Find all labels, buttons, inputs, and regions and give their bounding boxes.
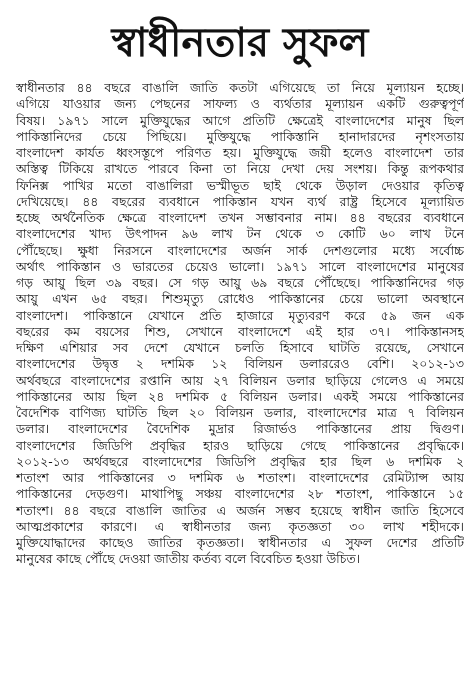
- article-line: দেখিয়েছে। ৪৪ বছরের ব্যবধানে পাকিস্তান যখন ব্যর্থ রাষ্ট্র হিসেবে মূল্যায়িত: [16, 193, 464, 209]
- article-line: এগিয়ে যাওয়ার জন্য পেছনের সাফল্য ও ব্যর্থতার মূল্যায়ন একটি গুরুত্বপূর্ণ: [16, 96, 464, 112]
- article-line: পাকিস্তানের দেড়গুণ। মাথাপিছু সঞ্চয় বাংলাদেশের ২৮ শতাংশ, পাকিস্তানে ১৫: [16, 486, 464, 502]
- article-line: অর্থাৎ পাকিস্তান ও ভারতের চেয়েও ভালো। ১৯৭১ সালে বাংলাদেশের মানুষের: [16, 258, 464, 274]
- article-line: পাকিস্তানের আয় ছিল ২৪ দশমিক ৫ বিলিয়ন ডলার। একই সময়ে পাকিস্তানের: [16, 388, 464, 404]
- article-line: বাংলাদেশ। পাকিস্তানে যেখানে প্রতি হাজারে মৃত্যুবরণ করে ৫৯ জন এক: [16, 307, 464, 323]
- article-line: শতাংশ আর পাকিস্তানের ৩ দশমিক ৬ শতাংশ। বাংলাদেশের রেমিট্যান্স আয়: [16, 470, 464, 485]
- article-body: [16, 80, 464, 568]
- article-line: বাংলাদেশের উদ্বৃত্ত ২ দশমিক ১২ বিলিয়ন ডলাররেও বেশি। ২০১২-১৩: [16, 356, 464, 372]
- article-line: হচ্ছে অর্থনৈতিক ক্ষেত্রে বাংলাদেশ তখন সম্ভাবনার নাম। ৪৪ বছরের ব্যবধানে: [16, 210, 464, 225]
- article-line: দক্ষিণ এশিয়ার সব দেশে যেখানে চলতি হিসাবে ঘাটতি রয়েছে, সেখানে: [16, 340, 464, 355]
- article-line: বাংলাদেশের জিডিপি প্রবৃদ্ধির হারও ছাড়িয়ে গেছে পাকিস্তানের প্রবৃদ্ধিকে।: [16, 437, 464, 453]
- article-line: ফিনিক্স পাখির মতো বাঙালিরা ভস্মীভূত ছাই থেকে উড়াল দেওয়ার কৃতিত্ব: [16, 177, 464, 193]
- article-line: পাকিস্তানিদের চেয়ে পিছিয়ে। মুক্তিযুদ্ধে পাকিস্তানি হানাদারদের নৃশংসতায়: [16, 128, 464, 144]
- article-line: বিষয়। ১৯৭১ সালে মুক্তিযুদ্ধের আগে প্রতিটি ক্ষেত্রেই বাংলাদেশের মানুষ ছিল: [16, 112, 464, 128]
- article-line: আত্মপ্রকাশের কারণে। এ স্বাধীনতার জন্য কৃতজ্ঞতা ৩০ লাখ শহীদকে।: [16, 518, 464, 534]
- article-line: বৈদেশিক বাণিজ্য ঘাটতি ছিল ২০ বিলিয়ন ডলার, বাংলাদেশের মাত্র ৭ বিলিয়ন: [16, 405, 464, 420]
- article-line: অর্থবছরে বাংলাদেশের রপ্তানি আয় ২৭ বিলিয়ন ডলার ছাড়িয়ে গেলেও এ সময়ে: [16, 372, 464, 388]
- article-line: আয়ু এখন ৬৫ বছর। শিশুমৃত্যু রোধেও পাকিস্তানের চেয়ে ভালো অবস্থানে: [16, 291, 464, 307]
- article-line: গড় আয়ু ছিল ৩৯ বছর। সে গড় আয়ু ৬৯ বছরে পৌঁছেছে। পাকিস্তানিদের গড়: [16, 275, 464, 290]
- article-line: বছরের কম বয়সের শিশু, সেখানে বাংলাদেশে এই হার ৩৭। পাকিস্তানসহ: [16, 323, 464, 339]
- article-line: বাংলাদেশের খাদ্য উৎপাদন ৯৬ লাখ টন থেকে ৩ কোটি ৬০ লাখ টনে: [16, 226, 464, 242]
- article-line: মানুষের কাছে পৌঁছে দেওয়া জাতীয় কর্তব্য বলে বিবেচিত হওয়া উচিত।: [16, 551, 361, 567]
- article-line: মুক্তিযোদ্ধাদের কাছেও জাতির কৃতজ্ঞতা। স্বাধীনতার এ সুফল দেশের প্রতিটি: [16, 535, 464, 550]
- article-line: বাংলাদেশ কার্যত ধ্বংসস্তূপে পরিণত হয়। মুক্তিযুদ্ধে জয়ী হলেও বাংলাদেশ তার: [16, 145, 464, 160]
- article-line: শতাংশ। ৪৪ বছরে বাঙালি জাতির এ অর্জন সম্ভব হয়েছে স্বাধীন জাতি হিসেবে: [16, 502, 464, 518]
- article-line: স্বাধীনতার ৪৪ বছরে বাঙালি জাতি কতটা এগিয়েছে তা নিয়ে মূল্যায়ন হচ্ছে।: [16, 80, 464, 95]
- article-line: অস্তিত্ব টিকিয়ে রাখতে পারবে কিনা তা নিয়ে দেখা দেয় সংশয়। কিন্তু রূপকথার: [16, 161, 464, 177]
- article-title: স্বাধীনতার সুফল: [111, 20, 369, 66]
- article-line: ২০১২-১৩ অর্থবছরে বাংলাদেশের জিডিপি প্রবৃদ্ধির হার ছিল ৬ দশমিক ২: [16, 453, 464, 469]
- article-line: ডলার। বাংলাদেশের বৈদেশিক মুদ্রার রিজার্ভও পাকিস্তানের প্রায় দ্বিগুণ।: [16, 421, 464, 437]
- article-line: পৌঁছেছে। ক্ষুধা নিরসনে বাংলাদেশের অর্জন সার্ক দেশগুলোর মধ্যে সর্বোচ্চ: [16, 242, 464, 258]
